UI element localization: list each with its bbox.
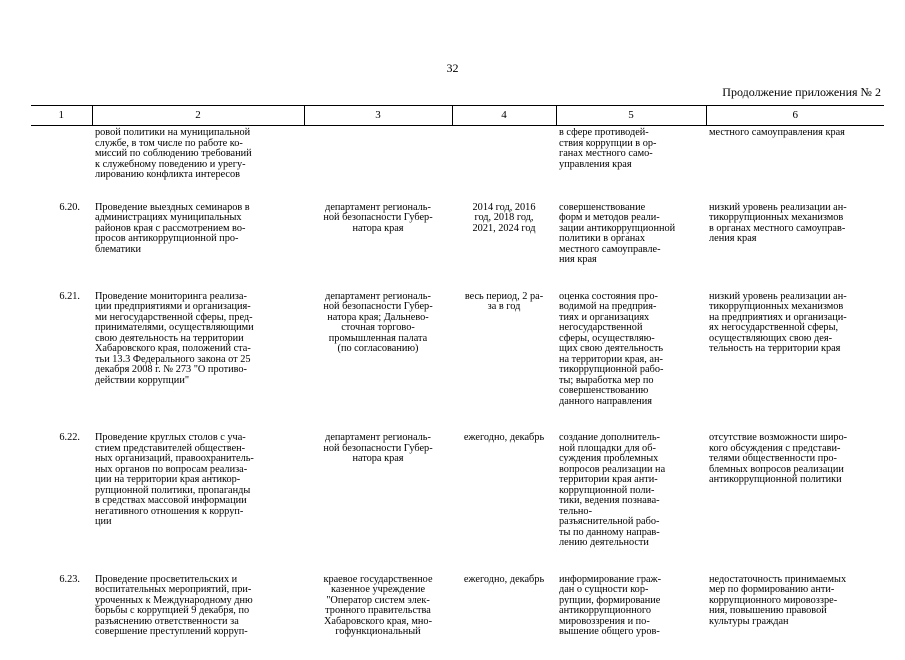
text-line: год, 2018 год, <box>474 212 534 223</box>
text-line: департамент региональ- <box>325 432 431 443</box>
column-header: 3 <box>304 106 452 126</box>
result-text <box>556 429 706 571</box>
text-line: к служебному поведению и урегу- <box>95 158 246 170</box>
text-line: департамент региональ- <box>325 290 431 302</box>
text-line: дан о сущности кор- <box>559 584 649 595</box>
text-line: Хабаровского края, положений ста- <box>95 343 251 354</box>
text-line: ровой политики на муниципальной <box>95 127 251 138</box>
text-line: казенное учреждение <box>330 584 426 595</box>
text-line: щих свою деятельность <box>559 343 664 354</box>
text-line: мировоззрения и по- <box>559 615 650 627</box>
table-row <box>31 199 884 288</box>
text-line: лированию конфликта интересов <box>95 169 241 180</box>
text-line: тельно- <box>559 505 592 517</box>
text-line: местного самоуправле- <box>559 243 661 255</box>
text-line: отсутствие возможности широ- <box>709 432 848 443</box>
text-line: антикоррупционного <box>559 605 651 616</box>
text-line: натора края; Дальнево- <box>327 311 429 323</box>
text-line: кого обсуждения с представи- <box>709 442 841 454</box>
text-line: ции <box>95 516 112 527</box>
text-line: натора края <box>352 222 404 234</box>
text-line: ежегодно, декабрь <box>463 573 545 585</box>
text-line: ных органов по вопросам реализа- <box>95 463 248 475</box>
table-row <box>31 571 884 660</box>
text-line: блемных вопросов реализации <box>709 463 844 475</box>
text-line: ствия коррупции в ор- <box>559 137 657 149</box>
text-line: ной безопасности Губер- <box>323 212 433 223</box>
problem-text <box>706 199 884 288</box>
text-line: ежегодно, декабрь <box>463 432 545 443</box>
text-line: данного направления <box>559 395 653 407</box>
text-line: коррупционной поли- <box>559 484 655 496</box>
column-header: 6 <box>706 106 884 126</box>
text-line: политики в органах <box>559 233 646 244</box>
table-row <box>31 429 884 571</box>
text-line: борьбы с коррупцией 9 декабря, по <box>95 605 250 616</box>
text-line: администрациях муниципальных <box>95 212 242 223</box>
text-line: тьи 13.3 Федерального закона от 25 <box>95 353 251 365</box>
text-line: (по согласованию) <box>337 343 419 354</box>
measure-text <box>92 199 304 288</box>
text-line: коррупционного мировоззре- <box>709 594 838 606</box>
text-line: 2021, 2024 год <box>472 222 536 234</box>
text-line: оценка состояния про- <box>559 290 658 302</box>
period-text <box>452 429 556 571</box>
text-line: ми негосударственной сферы, пред- <box>95 311 253 323</box>
period-text <box>452 199 556 288</box>
problem-text <box>706 126 884 199</box>
text-line: миссий по соблюдению требований <box>95 148 252 159</box>
text-line: ления края <box>709 233 757 244</box>
text-line: ной безопасности Губер- <box>323 442 433 454</box>
measure-text <box>92 571 304 660</box>
text-line: в сфере противодей- <box>559 127 649 138</box>
period-text <box>452 126 556 199</box>
text-line: воспитательных мероприятий, при- <box>95 584 252 595</box>
text-line: тики, ведения познава- <box>559 495 660 506</box>
text-line: тикоррупционной рабо- <box>559 364 664 375</box>
text-line: сточная торгово- <box>341 322 415 333</box>
text-line: форм и методов реали- <box>559 212 660 223</box>
text-line: суждения проблемных <box>559 453 659 464</box>
text-line: территории края анти- <box>559 474 658 485</box>
text-line: Хабаровского края, мно- <box>323 615 432 627</box>
text-line: тикоррупционных механизмов <box>709 301 844 312</box>
text-line: краевое государственное <box>323 573 433 585</box>
text-line: ния, повышению правовой <box>709 605 827 616</box>
text-line: разъяснению ответственности за <box>95 615 239 627</box>
text-line: на территории края, ан- <box>559 353 663 365</box>
text-line: низкий уровень реализации ан- <box>709 201 847 213</box>
text-line: департамент региональ- <box>325 201 431 213</box>
text-line: негосударственной <box>559 322 643 333</box>
text-line: на предприятиях и организаци- <box>709 311 847 323</box>
text-line: "Оператор систем элек- <box>326 594 430 606</box>
period-text <box>452 571 556 660</box>
text-line: гофункциональный <box>335 626 421 637</box>
executor-text <box>304 199 452 288</box>
text-line: совершенствование <box>559 201 646 213</box>
appendix-continuation: Продолжение приложения № 2 <box>722 85 881 99</box>
result-text <box>556 199 706 288</box>
text-line: местного самоуправления края <box>709 127 845 138</box>
text-line: ной площадки для об- <box>559 442 656 454</box>
measure-text <box>92 126 304 199</box>
executor-text <box>304 571 452 660</box>
text-line: культуры граждан <box>709 615 789 627</box>
text-line: ты по данному направ- <box>559 526 660 538</box>
item-number: 6.21. <box>59 290 80 302</box>
text-line: антикоррупционной политики <box>709 474 842 485</box>
text-line: создание дополнитель- <box>559 432 660 443</box>
table-row <box>31 288 884 430</box>
text-line: за в год <box>487 301 521 312</box>
text-line: ции на территории края антикор- <box>95 474 241 485</box>
table-header-row <box>31 106 884 126</box>
text-line: стием представителей обществен- <box>95 442 246 454</box>
result-text <box>556 288 706 430</box>
measures-table <box>31 105 884 660</box>
text-line: совершение преступлений корруп- <box>95 626 248 637</box>
text-line: в органах местного самоуправ- <box>709 222 846 234</box>
text-line: низкий уровень реализации ан- <box>709 290 847 302</box>
result-text <box>556 126 706 199</box>
text-line: ной безопасности Губер- <box>323 301 433 312</box>
item-number: 6.23. <box>59 573 80 585</box>
text-line: принимателями, осуществляющими <box>95 322 254 333</box>
text-line: ты; выработка мер по <box>559 374 654 386</box>
column-header: 5 <box>556 106 706 126</box>
executor-text <box>304 126 452 199</box>
text-line: декабря 2008 г. № 273 "О противо- <box>95 364 247 375</box>
text-line: районов края с рассмотрением во- <box>95 222 246 234</box>
measure-text <box>92 429 304 571</box>
item-number: 6.20. <box>59 201 80 213</box>
text-line: негативного отношения к корруп- <box>95 505 244 517</box>
text-line: совершенствованию <box>559 385 649 396</box>
text-line: зации антикоррупционной <box>559 222 676 234</box>
text-line: натора края <box>352 453 404 464</box>
problem-text <box>706 288 884 430</box>
problem-text <box>706 571 884 660</box>
result-text <box>556 571 706 660</box>
text-line: осуществляющих свою дея- <box>709 332 833 344</box>
text-line: ных организаций, правоохранитель- <box>95 453 254 464</box>
text-line: тикоррупционных механизмов <box>709 212 844 223</box>
text-line: свою деятельность на территории <box>95 332 244 344</box>
text-line: лению деятельности <box>559 537 649 548</box>
text-line: ции предприятиями и организация- <box>95 301 251 312</box>
problem-text <box>706 429 884 571</box>
text-line: разъяснительной рабо- <box>559 516 660 527</box>
item-number: 6.22. <box>59 432 80 443</box>
text-line: Проведение мониторинга реализа- <box>95 290 247 302</box>
table-row <box>31 126 884 199</box>
text-line: Проведение просветительских и <box>95 573 238 585</box>
executor-text <box>304 288 452 430</box>
text-line: действии коррупции" <box>95 374 190 386</box>
measure-text <box>92 288 304 430</box>
text-line: тиях и организациях <box>559 311 650 323</box>
text-line: вопросов реализации на <box>559 463 666 475</box>
column-header: 2 <box>92 106 304 126</box>
text-line: водимой на предприя- <box>559 301 657 312</box>
text-line: ния края <box>559 254 597 265</box>
period-text <box>452 288 556 430</box>
text-line: промышленная палата <box>328 332 428 344</box>
column-header: 1 <box>31 106 92 126</box>
item-number <box>31 126 92 199</box>
text-line: 2014 год, 2016 <box>472 201 536 213</box>
text-line: в средствах массовой информации <box>95 495 247 506</box>
text-line: весь период, 2 ра- <box>464 290 544 302</box>
text-line: рупционной политики, пропаганды <box>95 484 251 496</box>
text-line: рупции, формирование <box>559 594 661 606</box>
page-number: 32 <box>446 61 459 75</box>
text-line: просов антикоррупционной про- <box>95 233 239 244</box>
column-header: 4 <box>452 106 556 126</box>
text-line: блематики <box>95 243 141 255</box>
text-line: мер по формированию анти- <box>709 584 835 595</box>
text-line: ганах местного само- <box>559 148 653 159</box>
text-line: уроченных к Международному дню <box>95 594 253 606</box>
text-line: телями общественности про- <box>709 453 837 464</box>
text-line: службе, в том числе по работе ко- <box>95 137 243 149</box>
text-line: тронного правительства <box>325 605 431 616</box>
text-line: вышение общего уров- <box>559 626 660 637</box>
text-line: Проведение круглых столов с уча- <box>95 432 246 443</box>
text-line: тельность на территории края <box>709 343 841 354</box>
executor-text <box>304 429 452 571</box>
text-line: информирование граж- <box>559 573 662 585</box>
text-line: управления края <box>559 158 632 170</box>
text-line: ях негосударственной сферы, <box>709 322 839 333</box>
text-line: Проведение выездных семинаров в <box>95 201 250 213</box>
text-line: недостаточность принимаемых <box>709 573 847 585</box>
text-line: сферы, осуществляю- <box>559 332 655 344</box>
